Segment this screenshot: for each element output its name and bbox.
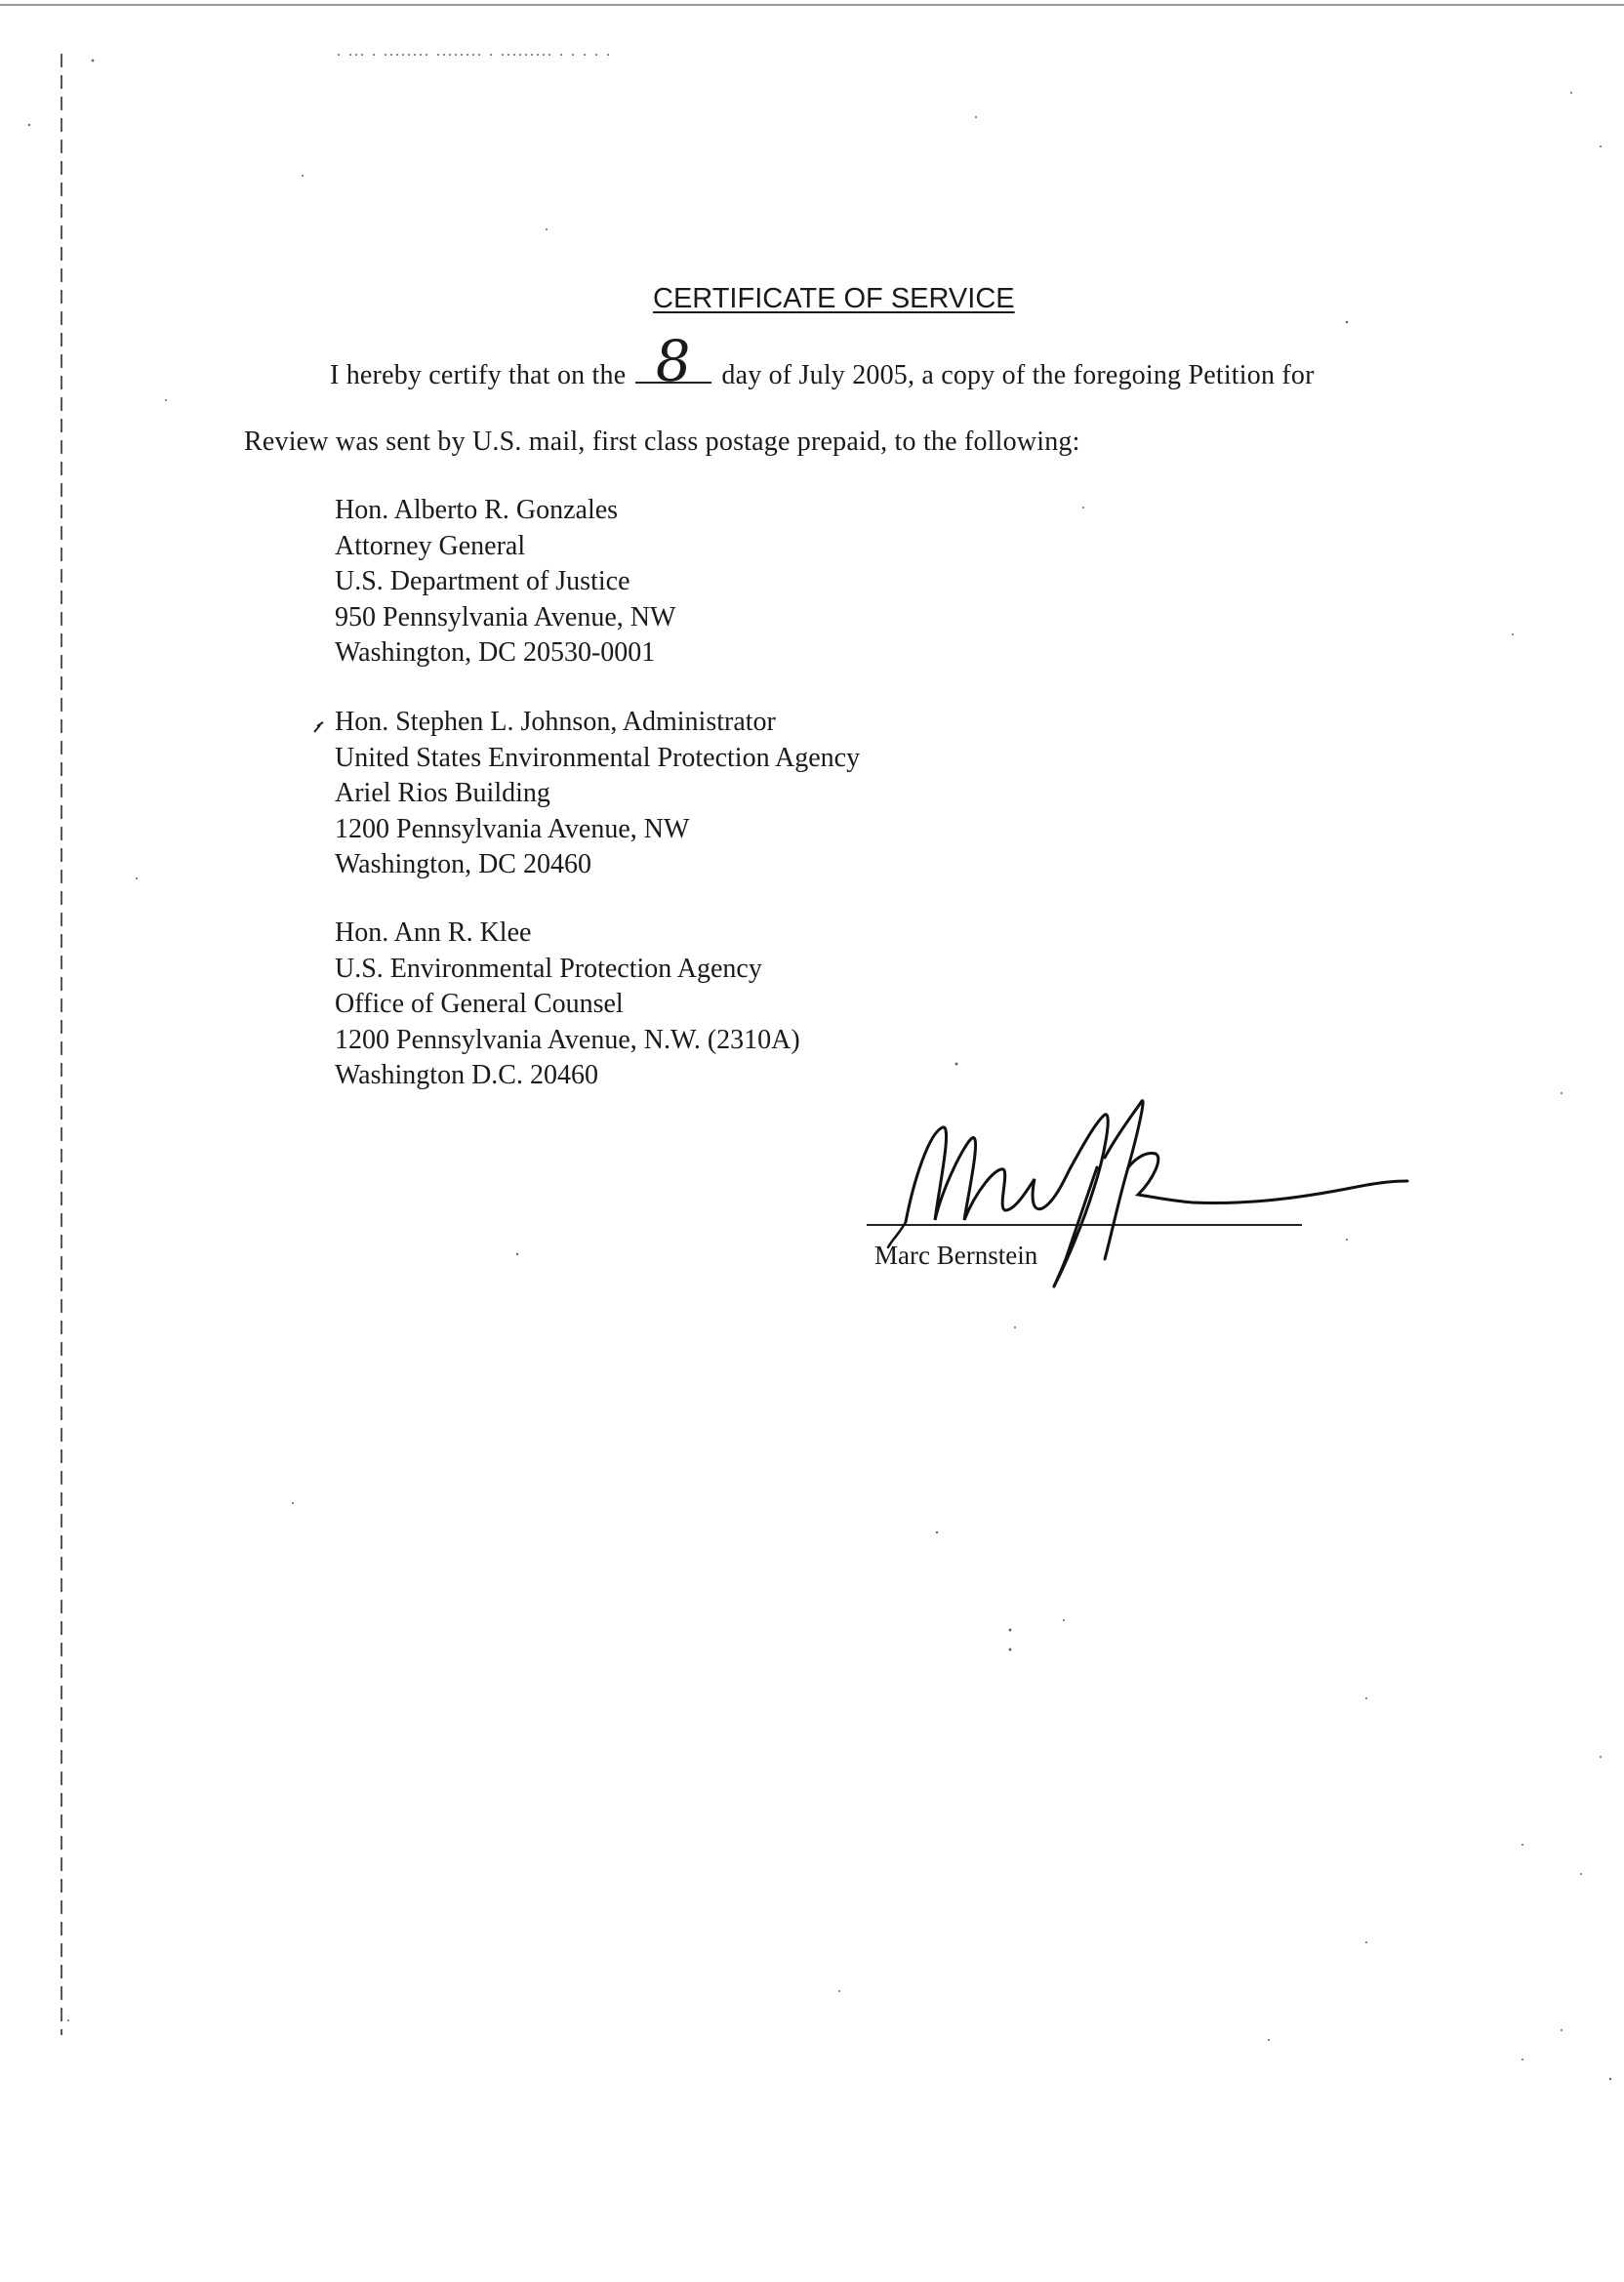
certify-line-2: Review was sent by U.S. mail, first class postage prepaid, to the following:	[244, 427, 1080, 457]
header-garbled-text: . ... . ........ ........ . ......... . . . . .	[337, 43, 612, 60]
addressee-city: Washington, DC 20530-0001	[335, 637, 656, 668]
certify-text-after: day of July 2005, a copy of the foregoing Petition for	[721, 360, 1315, 390]
document-title: CERTIFICATE OF SERVICE	[653, 283, 1015, 314]
addressee-agency: U.S. Department of Justice	[335, 566, 630, 596]
addressee-street: 1200 Pennsylvania Avenue, N.W. (2310A)	[335, 1024, 800, 1055]
signer-name: Marc Bernstein	[874, 1241, 1038, 1270]
addressee-name: Hon. Alberto R. Gonzales	[335, 495, 619, 525]
addressee-name: Hon. Ann R. Klee	[335, 917, 532, 948]
handwritten-day: 8	[650, 328, 697, 394]
addressee-building: Ariel Rios Building	[335, 778, 550, 808]
addressee-name: Hon. Stephen L. Johnson, Administrator	[335, 707, 776, 737]
addressee-street: 1200 Pennsylvania Avenue, NW	[335, 813, 690, 844]
addressee-agency: United States Environmental Protection Agency	[335, 742, 861, 773]
addressee-city: Washington D.C. 20460	[335, 1060, 598, 1090]
addressee-office: Office of General Counsel	[335, 989, 624, 1019]
addressee-city: Washington, DC 20460	[335, 849, 591, 879]
addressee-agency: U.S. Environmental Protection Agency	[335, 953, 762, 984]
addressee-street: 950 Pennsylvania Avenue, NW	[335, 601, 676, 632]
addressee-title: Attorney General	[335, 530, 526, 561]
certify-text-before: I hereby certify that on the	[330, 360, 627, 390]
